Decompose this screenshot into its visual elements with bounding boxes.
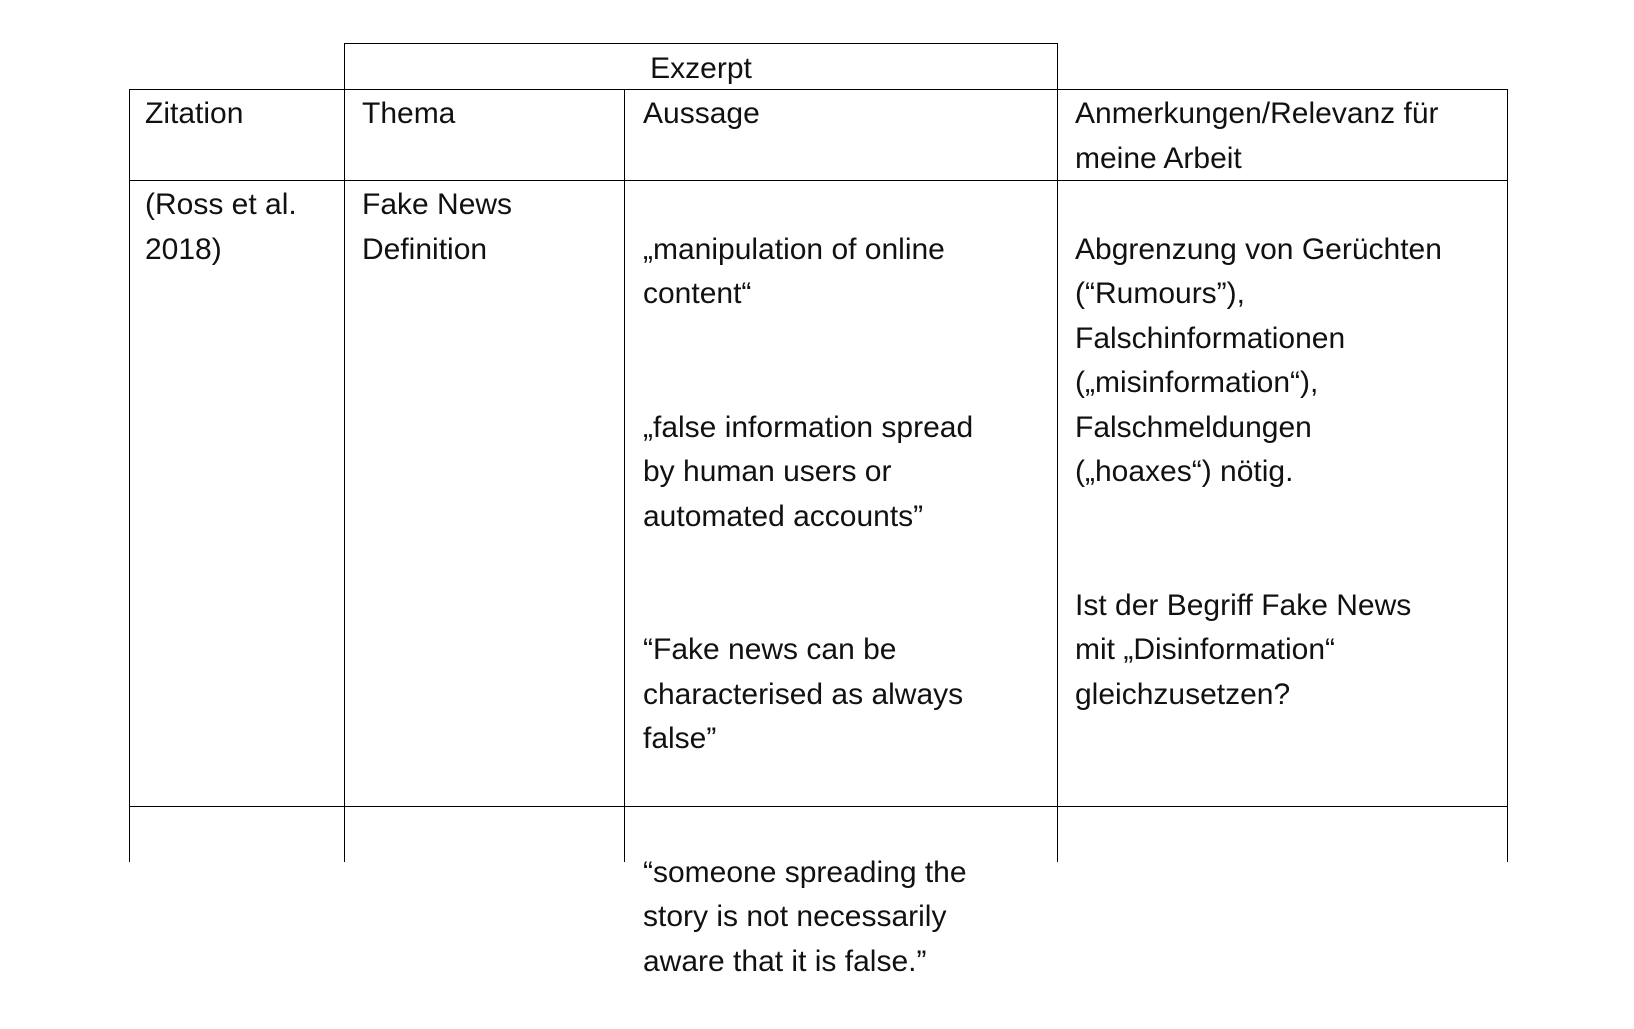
cell-anmerkungen	[1075, 183, 1505, 762]
quote-paragraph: “someone spreading the story is not necessarily aware that it is false.”	[643, 855, 967, 978]
column-header-zitation: Zitation	[145, 97, 244, 130]
table-border	[344, 43, 345, 862]
note-paragraph: Ist der Begriff Fake News mit „Disinformation“ gleichzusetzen?	[1075, 588, 1412, 711]
note-paragraph: Abgrenzung von Gerüchten (“Rumours”), Falschinformationen („misinformation“), Falschmeldungen („hoaxes“) nötig.	[1075, 232, 1442, 488]
table-border	[1507, 89, 1508, 862]
group-header-exzerpt: Exzerpt	[650, 52, 752, 85]
column-header-thema: Thema	[362, 97, 456, 130]
table-border	[344, 43, 1058, 44]
cell-zitation: (Ross et al. 2018)	[145, 188, 297, 266]
cell-aussage	[643, 183, 1053, 1029]
table-border	[1057, 43, 1058, 862]
table-border	[624, 89, 625, 862]
column-header-aussage: Aussage	[643, 97, 760, 130]
table-border	[129, 89, 130, 862]
quote-paragraph: „false information spread by human users or automated accounts”	[643, 410, 974, 533]
cell-thema: Fake News Definition	[362, 188, 513, 266]
quote-paragraph: „manipulation of online content“	[643, 232, 945, 310]
quote-paragraph: “Fake news can be characterised as always false”	[643, 633, 964, 755]
column-header-anmerkungen: Anmerkungen/Relevanz für meine Arbeit	[1075, 97, 1439, 175]
